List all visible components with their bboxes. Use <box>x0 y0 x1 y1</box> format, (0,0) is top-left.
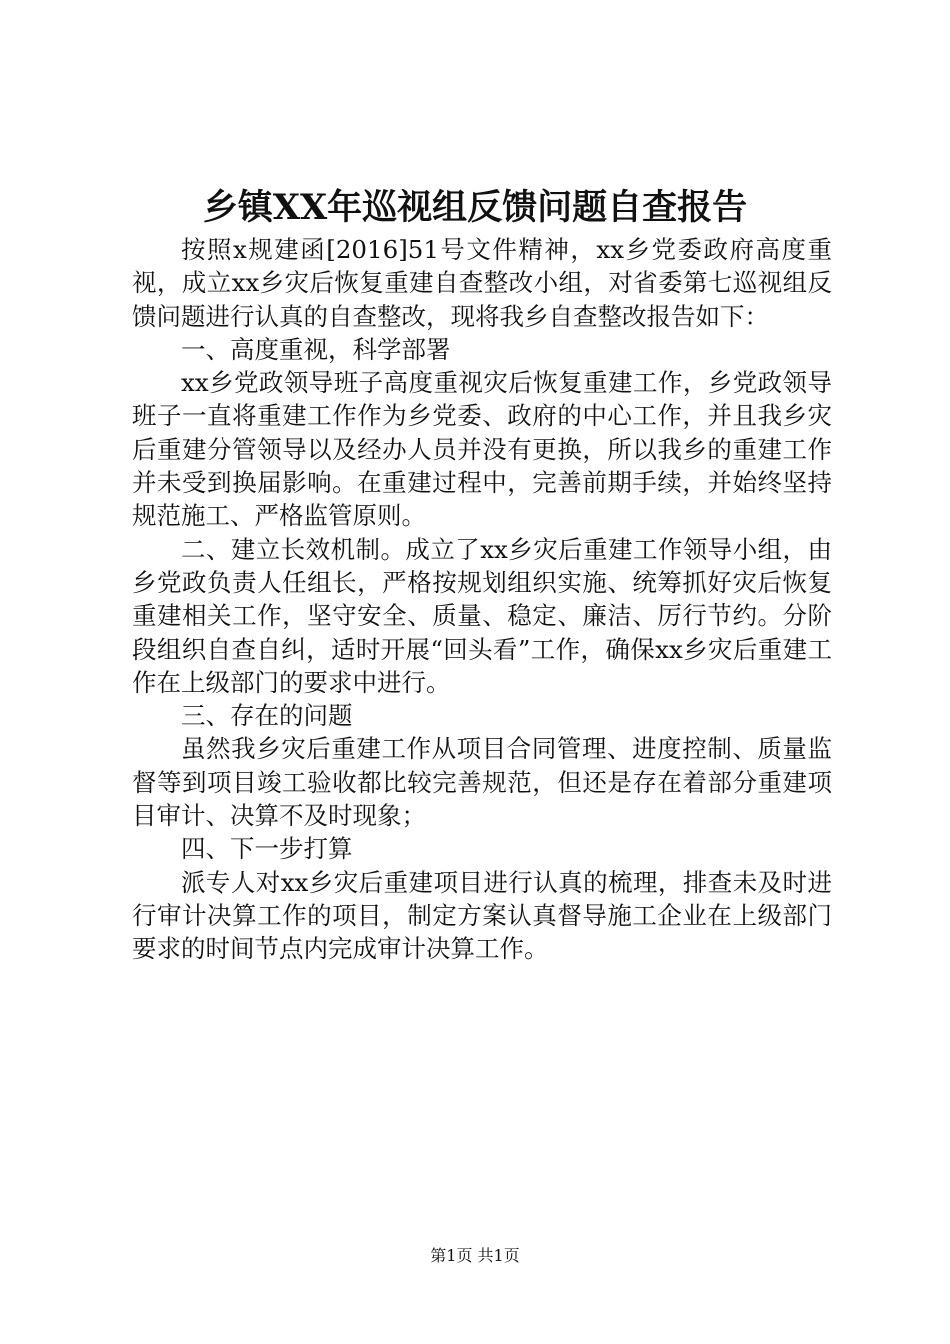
section-heading-4: 四、下一步打算 <box>181 834 353 864</box>
paragraph-section-4: 派专人对xx乡灾后重建项目进行认真的梳理，排查未及时进行审计决算工作的项目，制定方案认真督导施工企业在上级部门要求的时间节点内完成审计决算工作。 <box>132 867 832 964</box>
document-title: 乡镇XX年巡视组反馈问题自查报告 <box>202 187 748 228</box>
section-heading-1: 一、高度重视，科学部署 <box>181 334 451 364</box>
paragraph-intro: 按照x规建函[2016]51号文件精神，xx乡党委政府高度重视，成立xx乡灾后恢复重建自查整改小组，对省委第七巡视组反馈问题进行认真的自查整改，现将我乡自查整改报告如下： <box>132 235 832 331</box>
paragraph-section-2: 二、建立长效机制。成立了xx乡灾后重建工作领导小组，由乡党政负责人任组长，严格按规划组织实施、统筹抓好灾后恢复重建相关工作，坚守安全、质量、稳定、廉洁、厉行节约。分阶段组织自查自纠，适时开展“回头看”工作，确保xx乡灾后重建工作在上级部门的要求中进行。 <box>132 534 832 697</box>
document-body <box>132 233 832 966</box>
paragraph-section-3: 虽然我乡灾后重建工作从项目合同管理、进度控制、质量监督等到项目竣工验收都比较完善规范，但还是存在着部分重建项目审计、决算不及时现象； <box>132 734 832 831</box>
paragraph-section-1: xx乡党政领导班子高度重视灾后恢复重建工作，乡党政领导班子一直将重建工作作为乡党委、政府的中心工作，并且我乡灾后重建分管领导以及经办人员并没有更换，所以我乡的重建工作并未受到换届影响。在重建过程中，完善前期手续，并始终坚持规范施工、严格监管原则。 <box>132 368 832 531</box>
section-heading-3: 三、存在的问题 <box>181 701 353 731</box>
page-footer: 第1页 共1页 <box>430 1246 520 1265</box>
